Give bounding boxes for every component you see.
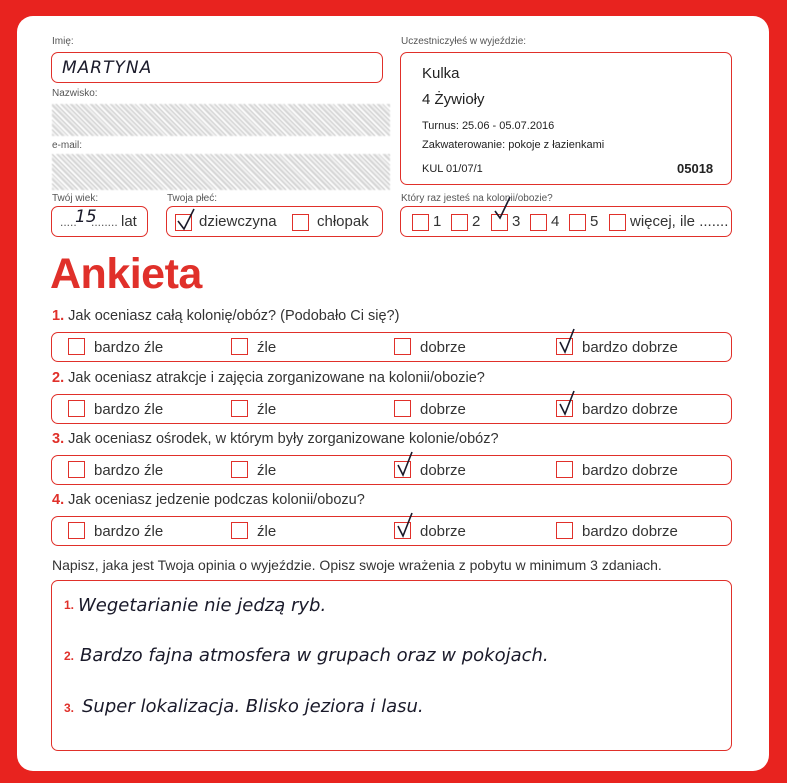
trip-code: KUL 01/07/1	[422, 163, 483, 175]
opinion-prompt: Napisz, jaka jest Twoja opinia o wyjeździe. Opisz swoje wrażenia z pobytu w minimum 3 zdaniach.	[52, 557, 662, 573]
rating-option-label: źle	[257, 401, 277, 418]
rating-checkbox-q1-2[interactable]	[231, 338, 248, 355]
opinion-number-1: 1.	[64, 598, 75, 612]
checkmark-icon	[557, 328, 579, 354]
rating-option-label: bardzo dobrze	[582, 339, 678, 356]
trip-accommodation: Zakwaterowanie: pokoje z łazienkami	[422, 139, 605, 151]
opinion-number-2: 2.	[64, 649, 75, 663]
age-dots-left: .....	[60, 215, 77, 229]
redacted-surname	[52, 104, 390, 136]
rating-option-label: źle	[257, 523, 277, 540]
rating-checkbox-q2-3[interactable]	[394, 400, 411, 417]
label-nazwisko: Nazwisko:	[52, 88, 98, 99]
checkbox-times-1[interactable]	[412, 214, 429, 231]
label-ktory-raz: Który raz jesteś na kolonii/obozie?	[401, 193, 553, 204]
survey-title: Ankieta	[50, 250, 202, 298]
trip-number: 05018	[677, 161, 714, 176]
trip-name: Kulka	[422, 65, 460, 82]
times-more-label: więcej, ile .......	[630, 213, 729, 230]
gender-dziewczyna-label: dziewczyna	[199, 213, 277, 230]
question-4	[52, 492, 365, 508]
opinion-number-3: 3.	[64, 701, 75, 715]
age-field[interactable]	[51, 206, 148, 237]
checkbox-times-4[interactable]	[530, 214, 547, 231]
opinion-sentence-3: Super lokalizacja. Blisko jeziora i lasu.	[82, 696, 424, 717]
name-field[interactable]	[51, 52, 383, 83]
checkmark-icon	[557, 390, 579, 416]
opinion-sentence-2: Bardzo fajna atmosfera w grupach oraz w pokojach.	[80, 645, 549, 666]
label-email: e-mail:	[52, 140, 83, 151]
checkbox-times-more[interactable]	[609, 214, 626, 231]
opinion-box[interactable]	[51, 580, 732, 751]
times-2-label: 2	[472, 213, 481, 230]
question-2	[52, 370, 485, 386]
rating-checkbox-q2-1[interactable]	[68, 400, 85, 417]
rating-checkbox-q2-2[interactable]	[231, 400, 248, 417]
rating-option-label: dobrze	[420, 401, 466, 418]
rating-checkbox-q4-4[interactable]	[556, 522, 573, 539]
trip-info-box	[400, 52, 732, 185]
opinion-sentence-1: Wegetarianie nie jedzą ryb.	[78, 595, 327, 616]
checkmark-icon	[176, 207, 198, 233]
times-3-label: 3	[512, 213, 521, 230]
rating-option-label: bardzo źle	[94, 462, 164, 479]
gender-chlopak-label: chłopak	[317, 213, 369, 230]
age-dots-right: ........	[91, 215, 118, 229]
label-plec: Twoja płeć:	[167, 193, 218, 204]
rating-option-label: dobrze	[420, 462, 466, 479]
question-4-text: Jak oceniasz jedzenie podczas kolonii/obozu?	[68, 492, 365, 508]
rating-checkbox-q3-1[interactable]	[68, 461, 85, 478]
name-value: MARTYNA	[62, 58, 153, 78]
rating-checkbox-q1-3[interactable]	[394, 338, 411, 355]
rating-checkbox-q1-1[interactable]	[68, 338, 85, 355]
trip-program: 4 Żywioły	[422, 91, 485, 108]
question-1	[52, 308, 399, 324]
question-3-number: 3.	[52, 431, 65, 447]
question-2-text: Jak oceniasz atrakcje i zajęcia zorganizowane na kolonii/obozie?	[68, 370, 485, 386]
rating-option-label: dobrze	[420, 339, 466, 356]
checkbox-times-5[interactable]	[569, 214, 586, 231]
question-3	[52, 431, 499, 447]
question-1-number: 1.	[52, 308, 65, 324]
checkbox-chlopak[interactable]	[292, 214, 309, 231]
label-wiek: Twój wiek:	[52, 193, 99, 204]
rating-option-label: bardzo dobrze	[582, 401, 678, 418]
redacted-email	[52, 154, 390, 190]
rating-option-label: źle	[257, 462, 277, 479]
gender-field	[166, 206, 383, 237]
checkbox-times-2[interactable]	[451, 214, 468, 231]
label-imie: Imię:	[52, 36, 74, 47]
times-1-label: 1	[433, 213, 442, 230]
question-4-number: 4.	[52, 492, 65, 508]
question-3-text: Jak oceniasz ośrodek, w którym były zorganizowane kolonie/obóz?	[68, 431, 499, 447]
age-value: 15	[75, 207, 97, 227]
trip-turnus: Turnus: 25.06 - 05.07.2016	[422, 120, 555, 132]
rating-checkbox-q3-2[interactable]	[231, 461, 248, 478]
rating-option-label: dobrze	[420, 523, 466, 540]
question-1-text: Jak oceniasz całą kolonię/obóz? (Podobało Ci się?)	[68, 308, 400, 324]
rating-option-label: bardzo dobrze	[582, 523, 678, 540]
rating-option-label: bardzo dobrze	[582, 462, 678, 479]
checkmark-icon	[395, 451, 417, 477]
times-5-label: 5	[590, 213, 599, 230]
rating-checkbox-q3-4[interactable]	[556, 461, 573, 478]
question-2-number: 2.	[52, 370, 65, 386]
rating-option-label: źle	[257, 339, 277, 356]
rating-option-label: bardzo źle	[94, 523, 164, 540]
times-field	[400, 206, 732, 237]
label-uczestnik: Uczestniczyłeś w wyjeździe:	[401, 36, 527, 47]
age-unit: lat	[121, 213, 137, 230]
rating-checkbox-q4-2[interactable]	[231, 522, 248, 539]
times-4-label: 4	[551, 213, 560, 230]
rating-option-label: bardzo źle	[94, 401, 164, 418]
rating-checkbox-q4-1[interactable]	[68, 522, 85, 539]
checkmark-icon	[395, 512, 417, 538]
rating-option-label: bardzo źle	[94, 339, 164, 356]
